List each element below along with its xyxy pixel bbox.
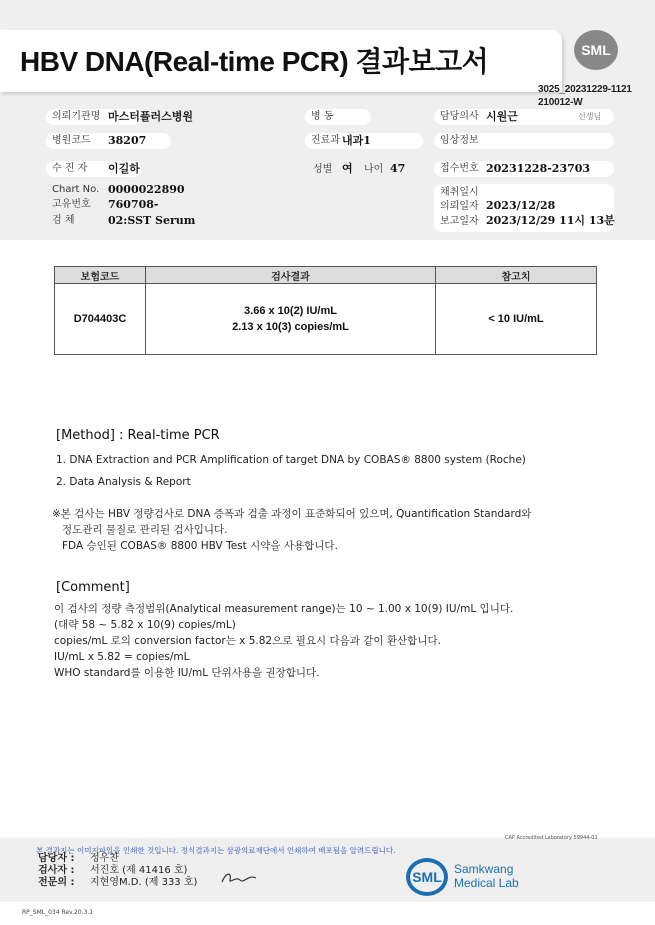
method-line1: 1. DNA Extraction and PCR Amplification of target DNA by COBAS® 8800 system (Roche) xyxy=(56,454,526,466)
tester-label: 검사자 : xyxy=(38,865,75,876)
insurance-code-cell: D704403C xyxy=(55,284,146,355)
specimen-label: 검 체 xyxy=(52,215,75,226)
form-number: RP_SML_034 Rev.20.3.1 xyxy=(22,909,94,916)
department-value: 내과1 xyxy=(342,134,371,147)
reference-cell: < 10 IU/mL xyxy=(436,284,597,355)
method-title: [Method] : Real-time PCR xyxy=(56,428,220,443)
result-iu: 3.66 x 10(2) IU/mL xyxy=(244,305,337,317)
sml-logo: SML xyxy=(574,30,618,70)
cap-note: CAP Accredited Laboratory 59944-01 xyxy=(505,835,598,841)
result-copies: 2.13 x 10(3) copies/mL xyxy=(232,321,349,333)
header-insurance-code: 보험코드 xyxy=(55,267,146,284)
comment-line4: IU/mL x 5.82 = copies/mL xyxy=(54,651,190,663)
comment-line5: WHO standard를 이용한 IU/mL 단위사용을 권장합니다. xyxy=(54,667,320,679)
hospital-code-label: 병원코드 xyxy=(46,133,171,149)
receipt-number-value: 20231228-23703 xyxy=(486,162,591,175)
doctor-suffix: 선생님 xyxy=(578,112,602,121)
header-reference: 참고치 xyxy=(436,267,597,284)
doctor-value: 시원근 xyxy=(486,110,518,123)
department-label: 진료과 xyxy=(305,133,423,149)
lab-name xyxy=(454,862,519,890)
hospital-label: 의뢰기관명 xyxy=(46,109,141,125)
signature-icon xyxy=(220,868,260,888)
request-date-value: 2023/12/28 xyxy=(486,199,556,212)
result-table-header-row xyxy=(55,267,597,284)
manager-label: 담당자 : xyxy=(38,853,75,864)
result-table xyxy=(54,266,597,355)
header-result: 검사결과 xyxy=(146,267,436,284)
chart-no-label: Chart No. xyxy=(52,184,100,195)
specimen-value: 02:SST Serum xyxy=(108,214,196,227)
specialist-value: 지현영M.D. (제 333 호) xyxy=(90,877,198,888)
age-label: 나이 xyxy=(364,164,384,175)
patient-label: 수 진 자 xyxy=(46,161,141,177)
patient-value: 이길하 xyxy=(108,162,140,175)
comment-title: [Comment] xyxy=(56,580,130,595)
age-value: 47 xyxy=(390,162,406,175)
receipt-number-label: 접수번호 xyxy=(434,161,614,177)
document-number-line1: 3025_20231229-1121 xyxy=(538,84,632,95)
unique-no-value: 760708- xyxy=(108,198,159,211)
comment-line2: (대략 58 ~ 5.82 x 10(9) copies/mL) xyxy=(54,619,236,631)
clinical-info-label: 임상정보 xyxy=(434,133,614,149)
report-title: HBV DNA(Real-time PCR) 결과보고서 xyxy=(20,46,489,77)
table-row xyxy=(55,284,597,355)
method-line2: 2. Data Analysis & Report xyxy=(56,476,191,488)
hospital-value: 마스터플러스병원 xyxy=(108,110,194,123)
request-date-label: 의뢰일자 xyxy=(440,201,479,212)
doctor-label: 담당의사 xyxy=(434,109,614,125)
method-note1: ※본 검사는 HBV 정량검사로 DNA 증폭과 검출 과정이 표준화되어 있으며, Quantification Standard와 xyxy=(52,508,532,520)
method-note3: FDA 승인된 COBAS® 8800 HBV Test 시약을 사용합니다. xyxy=(62,540,338,552)
report-date-label: 보고일자 xyxy=(440,216,479,227)
comment-line3: copies/mL 로의 conversion factor는 x 5.82으로 필요시 다음과 같이 환산합니다. xyxy=(54,635,441,647)
manager-value: 정우찬 xyxy=(90,853,119,864)
hospital-code-value: 38207 xyxy=(108,134,147,147)
report-date-value: 2023/12/29 11시 13분 xyxy=(486,214,615,227)
sex-value: 여 xyxy=(342,162,353,175)
chart-no-value: 0000022890 xyxy=(108,183,185,196)
method-note2: 정도관리 물질로 관리된 검사입니다. xyxy=(62,524,228,536)
samkwang-logo: SML xyxy=(406,858,448,896)
collection-label: 채취일시 xyxy=(440,187,479,198)
comment-line1: 이 검사의 정량 측정범위(Analytical measurement range)는 10 ~ 1.00 x 10(9) IU/mL 입니다. xyxy=(54,603,514,615)
lab-name-line1: Samkwang xyxy=(454,862,514,876)
lab-name-line2: Medical Lab xyxy=(454,876,519,890)
print-notice: 본 결과지는 이미지파일을 인쇄한 것입니다. 정식결과지는 삼광의료재단에서 인쇄하여 배포됨을 알려드립니다. xyxy=(36,846,396,855)
document-number xyxy=(538,83,632,109)
ward-label: 병 동 xyxy=(305,109,371,125)
result-cell xyxy=(146,284,436,355)
tester-value: 서진호 (제 41416 호) xyxy=(90,865,188,876)
sex-label: 성별 xyxy=(313,164,333,175)
document-number-line2: 210012-W xyxy=(538,97,583,108)
specialist-label: 전문의 : xyxy=(38,877,75,888)
unique-no-label: 고유번호 xyxy=(52,199,91,210)
